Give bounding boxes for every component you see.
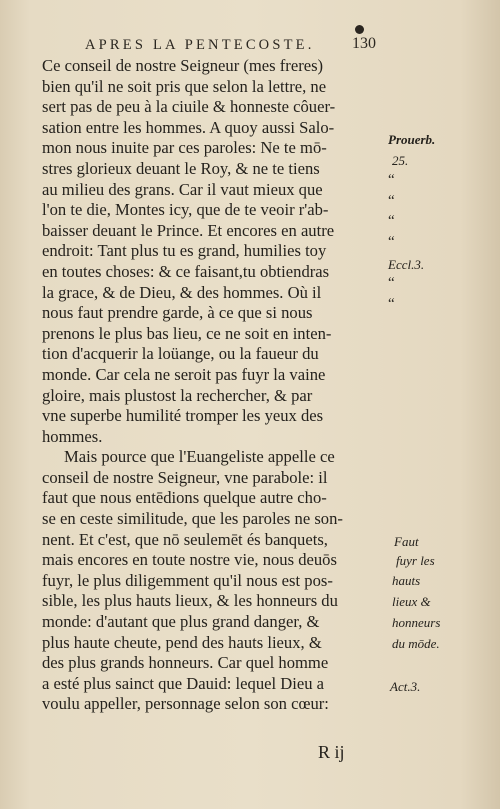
text-line: au milieu des grans. Car il vaut mieux que [42, 179, 323, 199]
text-line: nent. Et c'est, que nō seulemēt és banquets, [42, 529, 328, 549]
text-line: baisser deuant le Prince. Et encores en autre [42, 220, 335, 240]
paragraph-start-line: Mais pource que l'Euangeliste appelle ce [64, 447, 335, 467]
text-line: mon nous inuite par ces paroles: Ne te mō- [42, 138, 327, 158]
text-line: plus haute cheute, pend des hauts lieux, & [42, 632, 322, 652]
margin-note-proverbs: Prouerb. [388, 132, 436, 147]
quote-mark: “ [388, 296, 395, 312]
margin-note-honneurs: honneurs [392, 615, 441, 630]
signature-mark: R ij [318, 742, 345, 762]
running-title: APRES LA PENTECOSTE. [85, 37, 315, 53]
margin-note-acts: Act.3. [390, 679, 421, 694]
text-line: la grace, & de Dieu, & des hommes. Où il [42, 282, 322, 302]
text-line: l'on te die, Montes icy, que de te veoir r'ab- [42, 200, 329, 220]
text-line: bien qu'il ne soit pris que selon la lettre, ne [42, 76, 327, 96]
text-line: sible, les plus hauts lieux, & les honneurs du [42, 591, 338, 611]
text-line: des plus grands honneurs. Car quel homme [42, 653, 329, 673]
text-line: fuyr, le plus diligemment qu'il nous est pos- [42, 570, 333, 590]
text-line: conseil de nostre Seigneur, vne parabole: il [42, 467, 328, 487]
text-line: gloire, mais plustost la rechercher, & par [42, 385, 313, 405]
quote-mark: “ [388, 234, 395, 250]
margin-note-eccl: Eccl.3. [388, 257, 425, 272]
margin-note-fuyr-les: fuyr les [396, 553, 435, 568]
text-line: tion d'acquerir la loüange, ou la faueur du [42, 344, 319, 364]
text-line: a esté plus sainct que Dauid: lequel Dieu a [42, 673, 325, 693]
text-line: se en ceste similitude, que les paroles ne son- [42, 509, 343, 529]
quote-mark: “ [388, 172, 395, 188]
text-line: voulu appeller, personnage selon son cœur: [42, 694, 329, 714]
margin-note-hauts: hauts [392, 573, 421, 588]
quote-mark: “ [388, 213, 395, 229]
quote-mark: “ [388, 275, 395, 291]
text-line: mais encores en toute nostre vie, nous deuōs [42, 550, 337, 570]
text-line: hommes. [42, 426, 103, 446]
page-number: 130 [352, 35, 376, 52]
text-line: monde: d'autant que plus grand danger, & [42, 612, 320, 632]
text-line: stres glorieux deuant le Roy, & ne te tiens [42, 158, 320, 178]
text-line: Ce conseil de nostre Seigneur (mes freres) [42, 56, 324, 75]
quote-mark: “ [388, 193, 395, 209]
text-line: prenons le plus bas lieu, ce ne soit en inten- [42, 323, 332, 343]
text-line: monde. Car cela ne seroit pas fuyr la vaine [42, 364, 326, 384]
margin-note-du-monde: du mōde. [392, 636, 440, 651]
text-line: en toutes choses: & ce faisant,tu obtiendras [42, 261, 330, 281]
body-text [42, 56, 386, 715]
text-line: sation entre les hommes. A quoy aussi Salo- [42, 117, 335, 137]
margin-note-faut: Faut [394, 534, 419, 549]
ink-spot [355, 25, 364, 34]
text-line: nous faut prendre garde, à ce que si nous [42, 303, 313, 323]
text-line: faut que nous entēdions quelque autre cho- [42, 488, 327, 508]
text-line: sert pas de peu à la ciuile & honneste côuer- [42, 97, 336, 117]
margin-note-lieux: lieux & [392, 594, 431, 609]
text-line: endroit: Tant plus tu es grand, humilies toy [42, 241, 327, 261]
text-line: vne superbe humilité tromper les yeux des [42, 406, 324, 426]
margin-note-proverbs-ref: 25. [392, 153, 409, 168]
